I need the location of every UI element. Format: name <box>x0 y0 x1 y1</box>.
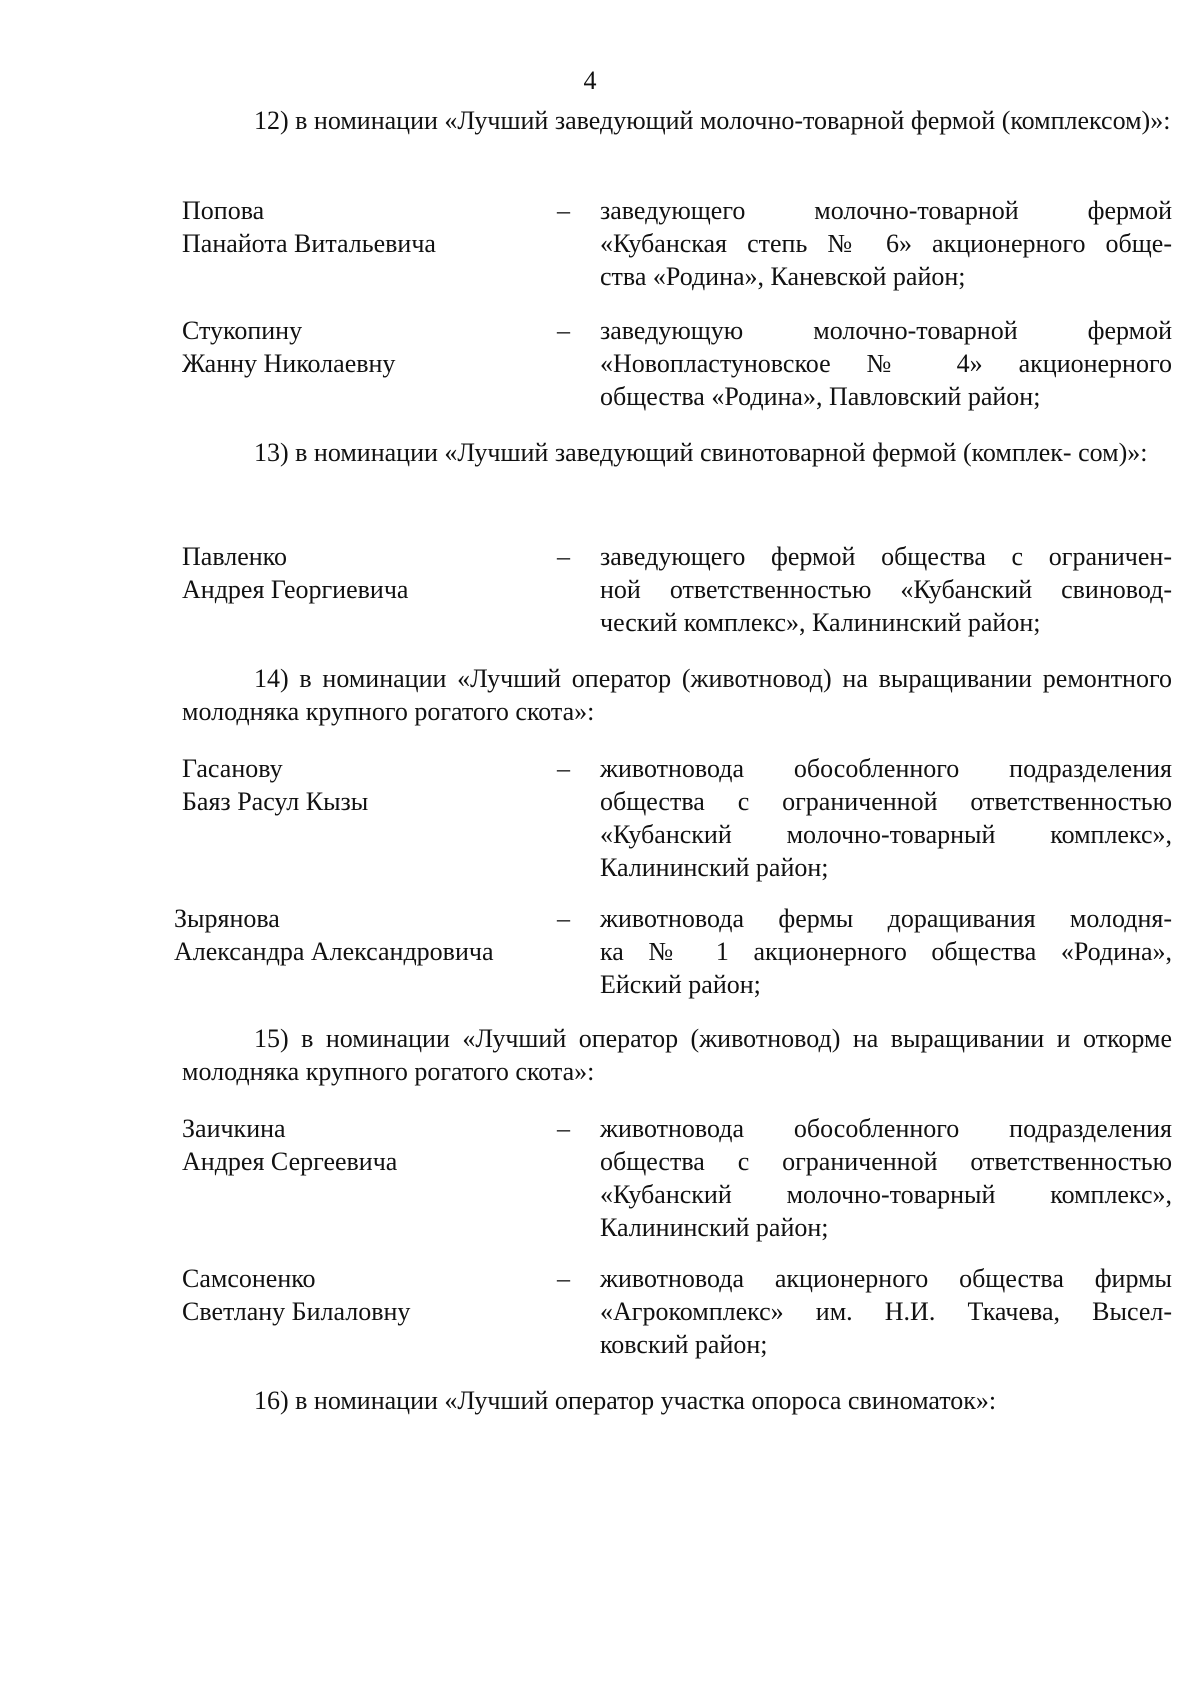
nominee-name <box>182 194 562 260</box>
nominee-given-names: Андрея Сергеевича <box>182 1147 398 1176</box>
nominee-surname: Заичкина <box>182 1114 286 1143</box>
nominee-given-names: Светлану Билаловну <box>182 1297 411 1326</box>
nominee-surname: Самсоненко <box>182 1264 316 1293</box>
nominee-given-names: Андрея Георгиевича <box>182 575 409 604</box>
nominee-name <box>182 752 562 818</box>
section-heading-16: 16) в номинации «Лучший оператор участка опороса свиноматок»: <box>254 1386 997 1415</box>
nominee-given-names: Баяз Расул Кызы <box>182 787 369 816</box>
dash-separator: – <box>557 1264 570 1293</box>
nominee-surname: Зырянова <box>174 904 280 933</box>
nominee-name <box>182 1262 562 1328</box>
page-number: 4 <box>583 66 597 95</box>
dash-separator: – <box>557 196 570 225</box>
nominee-description: животновода обособленного подразделения общества с ограниченной ответственностью «Кубанский молочно-товарный комплекс», Калининский район; <box>600 1114 1172 1242</box>
dash-separator: – <box>557 316 570 345</box>
nominee-name <box>182 314 562 380</box>
nominee-given-names: Панайота Витальевича <box>182 229 436 258</box>
dash-separator: – <box>557 1114 570 1143</box>
nominee-description: животновода фермы доращивания молодня- ка № 1 акционерного общества «Родина», Ейский район; <box>600 904 1172 999</box>
section-heading-12: 12) в номинации «Лучший заведующий молочно-товарной фермой (комплексом)»: <box>254 106 1171 135</box>
dash-separator: – <box>557 542 570 571</box>
nominee-surname: Стукопину <box>182 316 303 345</box>
nominee-description: заведующего молочно-товарной фермой «Кубанская степь № 6» акционерного обще- ства «Родина», Каневской район; <box>600 196 1172 291</box>
nominee-surname: Гасанову <box>182 754 283 783</box>
dash-separator: – <box>557 754 570 783</box>
nominee-name <box>182 1112 562 1178</box>
section-heading-13: 13) в номинации «Лучший заведующий свинотоварной фермой (комплек- сом)»: <box>254 438 1148 467</box>
nominee-surname: Попова <box>182 196 265 225</box>
section-heading-14: 14) в номинации «Лучший оператор (животновод) на выращивании ремонтного молодняка крупного рогатого скота»: <box>182 664 1172 726</box>
nominee-name <box>182 540 562 606</box>
nominee-surname: Павленко <box>182 542 287 571</box>
dash-separator: – <box>557 904 570 933</box>
nominee-description: животновода обособленного подразделения общества с ограниченной ответственностью «Кубанский молочно-товарный комплекс», Калининский район; <box>600 754 1172 882</box>
nominee-name <box>174 902 554 968</box>
nominee-description: заведующего фермой общества с ограничен- ной ответственностью «Кубанский свиновод- ческий комплекс», Калининский район; <box>600 542 1172 637</box>
nominee-description: животновода акционерного общества фирмы «Агрокомплекс» им. Н.И. Ткачева, Высел- ковский район; <box>600 1264 1172 1359</box>
nominee-description: заведующую молочно-товарной фермой «Новопластуновское № 4» акционерного общества «Родина», Павловский район; <box>600 316 1172 411</box>
nominee-given-names: Жанну Николаевну <box>182 349 396 378</box>
nominee-given-names: Александра Александровича <box>174 937 494 966</box>
section-heading-15: 15) в номинации «Лучший оператор (животновод) на выращивании и откорме молодняка крупного рогатого скота»: <box>182 1024 1172 1086</box>
